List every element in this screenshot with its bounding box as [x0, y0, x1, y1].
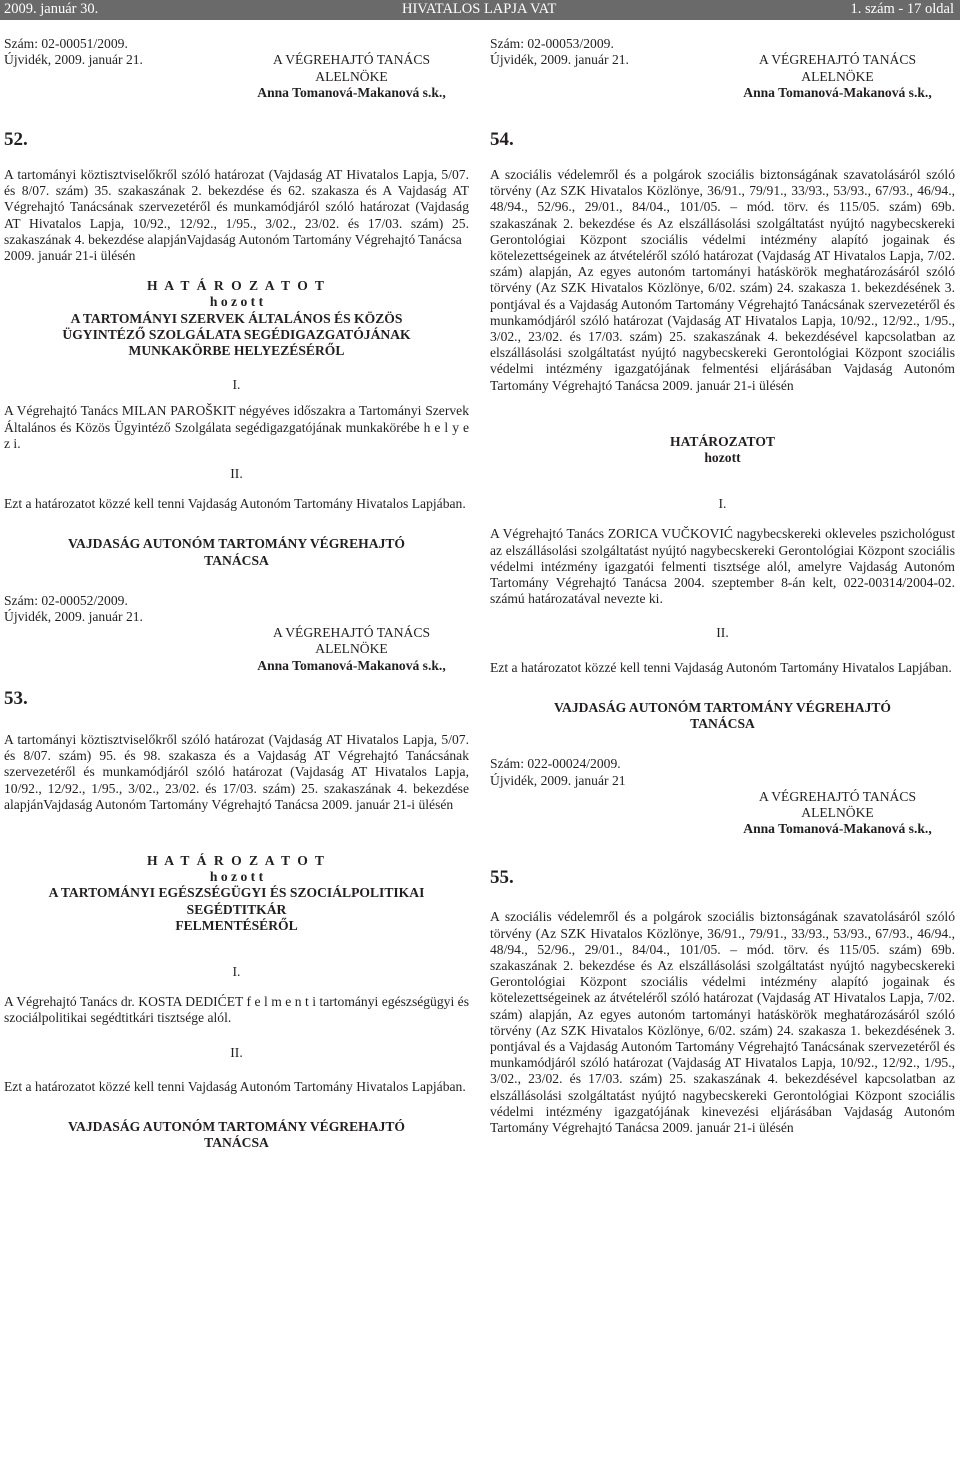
document-place-date: Újvidék, 2009. január 21. — [490, 52, 629, 68]
decision-52-issuer-line-2: TANÁCSA — [204, 552, 269, 568]
signature-role: ALELNÖKE — [315, 68, 388, 84]
decision-54-section-2: II. — [716, 625, 729, 641]
signature-name: Anna Tomanová-Makanová s.k., — [257, 84, 446, 100]
left-column — [4, 36, 469, 1151]
signature-role: ALELNÖKE — [315, 641, 388, 657]
signature-title: A VÉGREHAJTÓ TANÁCS — [758, 52, 917, 68]
signature-block-52 — [234, 625, 469, 674]
signature-title: A VÉGREHAJTÓ TANÁCS — [272, 52, 431, 68]
decision-52-section-1: I. — [232, 377, 241, 393]
decision-54-hozott: hozott — [704, 450, 741, 466]
decision-52-hozott: h o z o t t — [209, 294, 264, 310]
decision-54-issuer-line-2: TANÁCSA — [690, 716, 755, 732]
document-place-date: Újvidék, 2009. január 21. — [4, 52, 143, 68]
decision-number-54: 54. — [490, 129, 514, 151]
header-page-number: 1. szám - 17 oldal — [850, 1, 954, 17]
signature-block — [234, 52, 469, 101]
document-number: Szám: 02-00051/2009. — [4, 36, 128, 51]
decision-52-heading: H A T Á R O Z A T O T — [146, 278, 326, 294]
decision-55-preamble: A szociális védelemről és a polgárok szociális biztonságának szavatolásáról szóló törvény (Az SZK Hivatalos Közlönye, 36/91., 79/91., 33/93., 53/93., 67/93., 46/94., 48/94., 52/96., 29/01., 84/04., 101/05. – mód. törv. és 115/05. szám) 69b. szakaszának 2. bekezdése és Az elszállásolási szolgáltatást nyújtó nagybecskereki Gerontológiai Központ szociális védelmi intézmény alapító jogainak és kötelezettségeinek az átvételéről szóló határozat (Vajdaság AT Hivatalos Lapja, 7/02. szám) alapján, Az egyes autonóm tartományi hatáskörök meghatározásáról szóló törvény (Az SZK Hivatalos Közlönye, 6/02. szám) 24. szakasza 1. bekezdésének 3. pontjával és a Vajdaság Autonóm Tartomány Végrehajtó Tanácsának szervezetéről és munkamódjáról szóló határozat (Vajdaság AT Hivatalos Lapja, 10/92., 12/92., 1/95., 3/02., 23/02. és 17/03. szám) 25. szakaszának 4. bekezdésével kapcsolatban az elszállásolási szolgáltatást nyújtó nagybecskereki Gerontológiai Központ szociális védelmi intézmény igazgatójának kinevezési eljárásában Vajdaság Autonóm Tartomány Végrehajtó Tanácsa 2009. január 21-i ülésén — [490, 909, 955, 1135]
decision-54-issuer-line-1: VAJDASÁG AUTONÓM TARTOMÁNY VÉGREHAJTÓ — [553, 699, 892, 715]
header-date: 2009. január 30. — [4, 1, 99, 17]
decision-53-heading: H A T Á R O Z A T O T — [146, 852, 326, 868]
decision-53-section-1-text: A Végrehajtó Tanács dr. KOSTA DEDIĆET f e l m e n t i tartományi egészségügyi és szociálpolitikai segédtitkári tisztsége alól. — [4, 994, 469, 1026]
decision-52-subject-line-2: ÜGYINTÉZŐ SZOLGÁLATA SEGÉDIGAZGATÓJÁNAK — [62, 326, 411, 342]
decision-number-53: 53. — [4, 687, 28, 709]
signature-block — [720, 52, 955, 101]
decision-53-issuer-line-1: VAJDASÁG AUTONÓM TARTOMÁNY VÉGREHAJTÓ — [67, 1118, 406, 1134]
page-header-bar — [0, 0, 960, 20]
signature-name: Anna Tomanová-Makanová s.k., — [257, 657, 446, 673]
decision-number-52: 52. — [4, 129, 28, 151]
decision-52-session: 2009. január 21-i ülésén — [4, 248, 136, 264]
decision-53-subject-line-1: A TARTOMÁNYI EGÉSZSÉGÜGYI ÉS SZOCIÁLPOLITIKAI — [48, 885, 425, 901]
signature-title: A VÉGREHAJTÓ TANÁCS — [272, 625, 431, 641]
decision-52-place-date: Újvidék, 2009. január 21. — [4, 609, 143, 625]
decision-53-section-1: I. — [232, 963, 241, 979]
header-journal-title: HIVATALOS LAPJA VAT — [402, 1, 557, 17]
decision-53-subject-line-3: FELMENTÉSÉRŐL — [175, 917, 298, 933]
decision-53-issuer-line-2: TANÁCSA — [204, 1135, 269, 1151]
decision-53-section-2-text: Ezt a határozatot közzé kell tenni Vajdaság Autonóm Tartomány Hivatalos Lapjában. — [4, 1078, 466, 1094]
decision-52-issuer-line-1: VAJDASÁG AUTONÓM TARTOMÁNY VÉGREHAJTÓ — [67, 536, 406, 552]
signature-title: A VÉGREHAJTÓ TANÁCS — [758, 788, 917, 804]
decision-52-section-1-text: A Végrehajtó Tanács MILAN PAROŠKIT négyéves időszakra a Tartományi Szervek Általános és Közös Ügyintéző Szolgálata segédigazgatójának munkakörébe h e l y e z i. — [4, 403, 469, 451]
signature-role: ALELNÖKE — [801, 804, 874, 820]
decision-54-section-2-text: Ezt a határozatot közzé kell tenni Vajdaság Autonóm Tartomány Hivatalos Lapjában. — [490, 659, 952, 675]
signature-name: Anna Tomanová-Makanová s.k., — [743, 84, 932, 100]
signature-block-54 — [720, 789, 955, 838]
right-column — [490, 36, 955, 1136]
decision-54-preamble: A szociális védelemről és a polgárok szociális biztonságának szavatolásáról szóló törvény (Az SZK Hivatalos Közlönye, 36/91., 79/91., 33/93., 53/93., 67/93., 46/94., 48/94., 52/96., 29/01., 84/04., 101/05. – mód. törv. és 115/05. szám) 69b. szakaszának 2. bekezdése és Az elszállásolási szolgáltatást nyújtó nagybecskereki Gerontológiai Központ szociális védelmi intézmény alapító jogainak és kötelezettségeinek az átvételéről szóló határozat (Vajdaság AT Hivatalos Lapja, 7/02. szám) alapján, Az egyes autonóm tartományi hatáskörök meghatározásáról szóló törvény (Az SZK Hivatalos Közlönye, 6/02. szám) 24. szakasza 1. bekezdésének 3. pontjával és a Vajdaság Autonóm Tartomány Végrehajtó Tanácsának szervezetéről és munkamódjáról szóló határozat (Vajdaság AT Hivatalos Lapja, 10/92., 12/92., 1/95., 3/02., 23/02. és 17/03. szám) 25. szakaszának 4. bekezdésével kapcsolatban az elszállásolási szolgáltatást nyújtó nagybecskereki Gerontológiai Központ szociális védelmi intézmény igazgatójának felmentési eljárásában Vajdaság Autonóm Tartomány Végrehajtó Tanácsa 2009. január 21-i ülésén — [490, 167, 955, 393]
decision-52-section-2: II. — [230, 466, 243, 482]
decision-53-section-2: II. — [230, 1044, 243, 1060]
decision-54-section-1-text: A Végrehajtó Tanács ZORICA VUČKOVIĆ nagybecskereki okleveles pszichológust az elszállásolási szolgáltatást nyújtó nagybecskereki Gerontológiai Központ szociális védelmi intézmény igazgatói felmenti tisztsége alól, amelyre Vajdaság Autonóm Tartomány Végrehajtó Tanácsa 2004. szeptember 8-án kelt, 022-00314/2004-02. számú határozatával nevezte ki. — [490, 526, 955, 607]
decision-54-heading: HATÁROZATOT — [670, 433, 775, 449]
decision-number-55: 55. — [490, 867, 514, 889]
decision-54-section-1: I. — [718, 496, 727, 512]
decision-54-number: Szám: 022-00024/2009. — [490, 756, 621, 772]
decision-54-place-date: Újvidék, 2009. január 21 — [490, 772, 626, 788]
decision-52-subject-line-1: A TARTOMÁNYI SZERVEK ÁLTALÁNOS ÉS KÖZÖS — [70, 310, 403, 326]
decision-52-preamble: A tartományi köztisztviselőkről szóló határozat (Vajdaság AT Hivatalos Lapja, 5/07. és 8/07. szám) 35. szakaszának 2. bekezdése és 62. szakasza és A Vajdaság AT Végrehajtó Tanácsának szervezetéről és munkamódjáról szóló határozat (Vajdaság AT Hivatalos Lapja, 10/92., 12/92., 1/95., 3/02., 23/02. és 17/03. szám) 25. szakaszának 4. bekezdése alapjánVajdaság Autonóm Tartomány Végrehajtó Tanácsa — [4, 167, 469, 247]
signature-role: ALELNÖKE — [801, 68, 874, 84]
decision-53-subject-line-2: SEGÉDTITKÁR — [186, 901, 287, 917]
signature-name: Anna Tomanová-Makanová s.k., — [743, 821, 932, 837]
decision-53-preamble: A tartományi köztisztviselőkről szóló határozat (Vajdaság AT Hivatalos Lapja, 5/07. és 8/07. szám) 95. és 98. szakasza és a Vajdaság AT Végrehajtó Tanácsának szervezetéről és munkamódjáról szóló határozat (Vajdaság AT Hivatalos Lapja, 10/92., 12/92., 1/95., 3/02., 23/02. és 17/03. szám) 25. szakaszának 4. bekezdése alapjánVajdaság Autonóm Tartomány Végrehajtó Tanácsa 2009. január 21-i ülésén — [4, 731, 469, 812]
document-number: Szám: 02-00053/2009. — [490, 36, 614, 51]
decision-53-hozott: h o z o t t — [209, 869, 264, 885]
decision-52-section-2-text: Ezt a határozatot közzé kell tenni Vajdaság Autonóm Tartomány Hivatalos Lapjában. — [4, 496, 466, 512]
decision-52-number: Szám: 02-00052/2009. — [4, 592, 128, 608]
decision-52-subject-line-3: MUNKAKÖRBE HELYEZÉSÉRŐL — [128, 343, 345, 359]
